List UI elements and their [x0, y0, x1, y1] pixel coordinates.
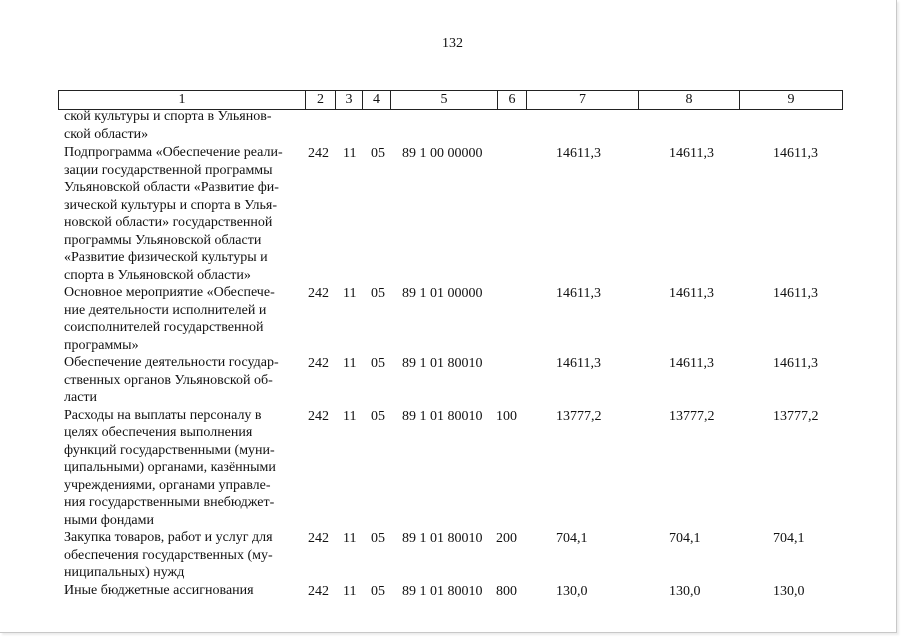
description-line: программы Ульяновской области	[64, 232, 262, 248]
description-line: обеспечения государственных (му-	[64, 547, 273, 563]
description-line: Иные бюджетные ассигнования	[64, 582, 254, 598]
description-line: соисполнителей государственной	[64, 320, 264, 335]
description-line: ласти	[64, 390, 98, 405]
header-col-2: 2	[305, 91, 335, 109]
razdel-code: 242	[308, 356, 329, 371]
amount-col-9: 13777,2	[773, 408, 819, 424]
description-line: Основное мероприятие «Обеспече-	[64, 285, 275, 300]
amount-col-8: 14611,3	[669, 286, 714, 301]
amount-col-9: 14611,3	[773, 286, 818, 301]
amount-col-8: 704,1	[669, 531, 701, 546]
description-line: целях обеспечения выполнения	[64, 425, 253, 440]
podrazdel-code: 11	[343, 531, 357, 546]
sub-code: 05	[371, 356, 385, 371]
target-article-code: 89 1 00 00000	[402, 146, 483, 161]
row-description	[64, 108, 299, 143]
description-line: новской области» государственной	[64, 215, 273, 230]
expense-type-code: 800	[496, 583, 517, 599]
razdel-code: 242	[308, 531, 329, 546]
header-col-7: 7	[526, 91, 638, 109]
podrazdel-code: 11	[343, 146, 357, 161]
expense-type-code: 200	[496, 531, 517, 546]
podrazdel-code: 11	[343, 286, 357, 301]
amount-col-9: 14611,3	[773, 146, 818, 161]
page-number: 132	[442, 36, 463, 51]
amount-col-9: 14611,3	[773, 356, 818, 371]
target-article-code: 89 1 01 80010	[402, 531, 483, 546]
row-description	[64, 407, 299, 530]
header-col-8: 8	[638, 91, 739, 109]
description-line: учреждениями, органами управле-	[64, 477, 271, 493]
podrazdel-code: 11	[343, 408, 357, 424]
amount-col-8: 13777,2	[669, 408, 715, 424]
description-line: ской культуры и спорта в Ульянов-	[64, 109, 272, 124]
header-col-3: 3	[335, 91, 362, 109]
description-line: спорта в Ульяновской области»	[64, 267, 251, 283]
description-line: ние деятельности исполнителей и	[64, 302, 267, 318]
header-col-6: 6	[497, 91, 526, 109]
sub-code: 05	[371, 286, 385, 301]
target-article-code: 89 1 01 80010	[402, 356, 483, 371]
amount-col-7: 14611,3	[556, 286, 601, 301]
description-line: Расходы на выплаты персоналу в	[64, 407, 262, 423]
description-line: Подпрограмма «Обеспечение реали-	[64, 145, 283, 160]
sub-code: 05	[371, 583, 385, 599]
description-line: ниципальных) нужд	[64, 565, 185, 580]
amount-col-7: 13777,2	[556, 408, 602, 424]
amount-col-8: 14611,3	[669, 356, 714, 371]
amount-col-9: 704,1	[773, 531, 805, 546]
amount-col-7: 14611,3	[556, 146, 601, 161]
razdel-code: 242	[308, 408, 329, 424]
razdel-code: 242	[308, 583, 329, 599]
amount-col-9: 130,0	[773, 583, 805, 599]
row-description	[64, 284, 299, 354]
row-description	[64, 582, 299, 600]
row-description	[64, 529, 299, 582]
description-line: Ульяновской области «Развитие фи-	[64, 180, 279, 195]
description-line: ской области»	[64, 126, 149, 142]
amount-col-8: 130,0	[669, 583, 701, 599]
sub-code: 05	[371, 146, 385, 161]
amount-col-7: 130,0	[556, 583, 588, 599]
description-line: «Развитие физической культуры и	[64, 250, 268, 265]
target-article-code: 89 1 01 80010	[402, 583, 483, 599]
description-line: Обеспечение деятельности государ-	[64, 355, 279, 370]
header-col-1: 1	[178, 92, 186, 107]
podrazdel-code: 11	[343, 356, 357, 371]
description-line: зации государственной программы	[64, 162, 273, 178]
description-line: функций государственными (муни-	[64, 442, 275, 458]
razdel-code: 242	[308, 286, 329, 301]
description-line: ственных органов Ульяновской об-	[64, 372, 273, 388]
description-line: зической культуры и спорта в Улья-	[64, 197, 278, 213]
sub-code: 05	[371, 408, 385, 424]
header-col-5: 5	[390, 91, 497, 109]
target-article-code: 89 1 01 00000	[402, 286, 483, 301]
row-description	[64, 354, 299, 407]
amount-col-7: 14611,3	[556, 356, 601, 371]
description-line: ными фондами	[64, 512, 155, 528]
razdel-code: 242	[308, 146, 329, 161]
description-line: ния государственными внебюджет-	[64, 495, 275, 510]
podrazdel-code: 11	[343, 583, 357, 599]
header-col-4: 4	[362, 91, 390, 109]
table-header-row	[58, 90, 843, 110]
sub-code: 05	[371, 531, 385, 546]
expense-type-code: 100	[496, 408, 517, 424]
target-article-code: 89 1 01 80010	[402, 408, 483, 424]
row-description	[64, 144, 299, 284]
description-line: программы»	[64, 337, 139, 353]
amount-col-7: 704,1	[556, 531, 588, 546]
description-line: ципальными) органами, казёнными	[64, 460, 276, 475]
description-line: Закупка товаров, работ и услуг для	[64, 530, 273, 545]
header-col-9: 9	[739, 91, 842, 109]
amount-col-8: 14611,3	[669, 146, 714, 161]
